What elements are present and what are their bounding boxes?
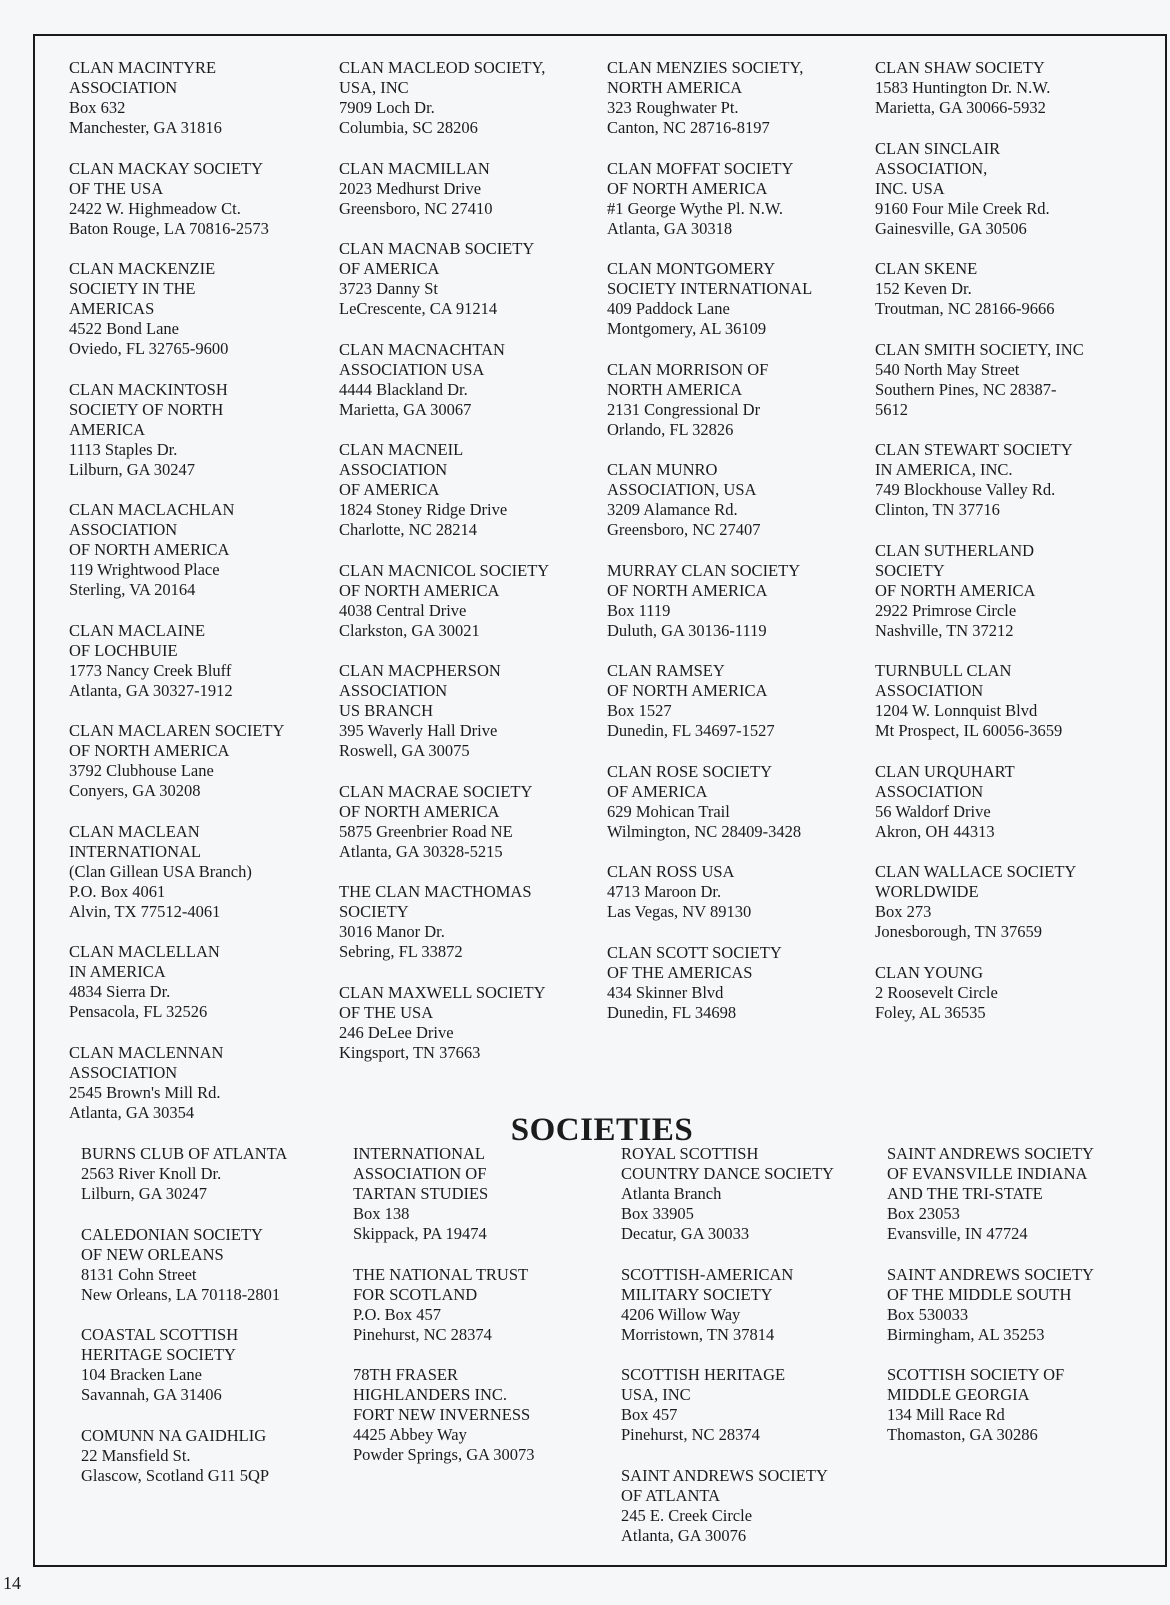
society-entry <box>887 1265 1155 1345</box>
address-line: Thomaston, GA 30286 <box>887 1425 1038 1444</box>
clan-entry <box>69 942 337 1022</box>
address-line: Box 1119 <box>607 600 671 620</box>
address-line: Box 457 <box>621 1405 678 1424</box>
address-line: MURRAY CLAN SOCIETY <box>607 560 801 580</box>
address-line: ASSOCIATION <box>339 681 448 700</box>
address-line: OF NORTH AMERICA <box>69 540 230 559</box>
society-entry <box>621 1466 889 1546</box>
address-line: 4713 Maroon Dr. <box>607 882 722 901</box>
address-line: CLAN YOUNG <box>875 962 984 982</box>
society-entry <box>81 1225 349 1305</box>
address-line: 2 Roosevelt Circle <box>875 982 998 1002</box>
address-line: Pinehurst, NC 28374 <box>621 1425 760 1444</box>
clan-entry <box>339 882 607 962</box>
address-line: CALEDONIAN SOCIETY <box>81 1224 263 1244</box>
address-line: 4425 Abbey Way <box>353 1425 467 1444</box>
address-line: ASSOCIATION <box>69 520 178 539</box>
address-line: CLAN MACKAY SOCIETY <box>69 158 264 178</box>
address-line: OF NORTH AMERICA <box>875 580 1036 600</box>
address-line: OF NORTH AMERICA <box>339 580 500 600</box>
address-line: 2563 River Knoll Dr. <box>81 1164 222 1183</box>
address-line: SOCIETY <box>875 560 945 580</box>
address-line: INTERNATIONAL <box>69 841 201 861</box>
address-line: Dunedin, FL 34697-1527 <box>607 721 775 740</box>
address-line: Savannah, GA 31406 <box>81 1385 222 1404</box>
clan-entry <box>607 661 875 741</box>
address-line: AND THE TRI-STATE <box>887 1184 1043 1203</box>
address-line: Roswell, GA 30075 <box>339 741 470 760</box>
address-line: 9160 Four Mile Creek Rd. <box>875 198 1050 218</box>
address-line: ASSOCIATION <box>69 78 178 97</box>
clan-entry <box>875 259 1143 319</box>
address-line: THE CLAN MACTHOMAS <box>339 882 532 901</box>
address-line: Columbia, SC 28206 <box>339 118 478 137</box>
clan-column <box>875 58 1143 1043</box>
address-line: NORTH AMERICA <box>607 78 743 97</box>
address-line: 540 North May Street <box>875 359 1020 379</box>
address-line: 4206 Willow Way <box>621 1304 741 1324</box>
clan-entry <box>69 259 337 359</box>
society-column <box>81 1144 349 1506</box>
address-line: OF THE USA <box>69 178 164 198</box>
address-line: INTERNATIONAL <box>353 1144 485 1163</box>
address-line: ASSOCIATION <box>875 781 984 801</box>
address-line: Powder Springs, GA 30073 <box>353 1445 535 1464</box>
address-line: SCOTTISH-AMERICAN <box>621 1264 794 1284</box>
address-line: 2023 Medhurst Drive <box>339 178 482 198</box>
address-line: AMERICA <box>69 419 146 439</box>
address-line: 5612 <box>875 399 908 419</box>
address-line: Atlanta, GA 30328-5215 <box>339 841 503 861</box>
clan-entry <box>69 58 337 138</box>
clan-entry <box>875 139 1143 239</box>
address-line: COUNTRY DANCE SOCIETY <box>621 1164 834 1183</box>
clan-entry <box>875 661 1143 741</box>
address-line: CLAN MUNRO <box>607 460 718 479</box>
address-line: CLAN SMITH SOCIETY, INC <box>875 339 1084 359</box>
address-line: OF THE AMERICAS <box>607 962 753 982</box>
address-line: 7909 Loch Dr. <box>339 98 435 117</box>
clan-entry <box>875 862 1143 942</box>
address-line: CLAN MACNACHTAN <box>339 339 505 359</box>
address-line: SAINT ANDREWS SOCIETY <box>621 1465 828 1485</box>
address-line: INC. USA <box>875 178 945 198</box>
address-line: OF AMERICA <box>339 480 440 499</box>
address-line: 1824 Stoney Ridge Drive <box>339 500 508 519</box>
address-line: CLAN SINCLAIR <box>875 138 1001 158</box>
society-entry <box>81 1144 349 1204</box>
address-line: Atlanta, GA 30354 <box>69 1102 195 1122</box>
clan-entry <box>607 159 875 239</box>
address-line: (Clan Gillean USA Branch) <box>69 861 252 881</box>
address-line: 434 Skinner Blvd <box>607 982 724 1002</box>
address-line: 4444 Blackland Dr. <box>339 379 468 399</box>
clan-entry <box>69 380 337 480</box>
address-line: CLAN MENZIES SOCIETY, <box>607 58 804 77</box>
address-line: WORLDWIDE <box>875 882 979 901</box>
address-line: CLAN MAXWELL SOCIETY <box>339 982 546 1002</box>
clan-column <box>607 58 875 1043</box>
address-line: Clarkston, GA 30021 <box>339 620 480 640</box>
address-line: Skippack, PA 19474 <box>353 1224 487 1243</box>
address-line: CLAN MACNAB SOCIETY <box>339 239 535 258</box>
address-line: 4522 Bond Lane <box>69 319 179 338</box>
address-line: OF NEW ORLEANS <box>81 1244 224 1264</box>
address-line: Box 1527 <box>607 701 672 720</box>
address-line: Greensboro, NC 27410 <box>339 198 493 218</box>
clan-entry <box>875 58 1143 118</box>
address-line: Oviedo, FL 32765-9600 <box>69 339 229 358</box>
clan-entry <box>607 259 875 339</box>
address-line: 749 Blockhouse Valley Rd. <box>875 480 1056 499</box>
address-line: CLAN MACLEOD SOCIETY, <box>339 58 546 77</box>
address-line: AMERICAS <box>69 299 155 318</box>
address-line: COMUNN NA GAIDHLIG <box>81 1425 267 1445</box>
address-line: 3209 Alamance Rd. <box>607 500 738 519</box>
address-line: CLAN SCOTT SOCIETY <box>607 942 782 962</box>
address-line: SCOTTISH HERITAGE <box>621 1365 786 1384</box>
clan-entry <box>69 621 337 701</box>
address-line: Conyers, GA 30208 <box>69 781 201 800</box>
clan-entry <box>607 943 875 1023</box>
society-entry <box>621 1365 889 1445</box>
clan-entry <box>875 541 1143 641</box>
address-line: Decatur, GA 30033 <box>621 1224 750 1243</box>
clan-entry <box>607 58 875 138</box>
clan-column <box>339 58 607 1083</box>
address-line: 1773 Nancy Creek Bluff <box>69 660 232 680</box>
clan-entry <box>875 762 1143 842</box>
address-line: Marietta, GA 30066-5932 <box>875 98 1046 117</box>
address-line: USA, INC <box>339 78 409 97</box>
address-line: COASTAL SCOTTISH <box>81 1325 239 1344</box>
address-line: SOCIETY <box>339 902 409 921</box>
address-line: CLAN MOFFAT SOCIETY <box>607 158 794 178</box>
address-line: Dunedin, FL 34698 <box>607 1002 737 1022</box>
address-line: Akron, OH 44313 <box>875 821 995 841</box>
address-line: SCOTTISH SOCIETY OF <box>887 1365 1065 1384</box>
address-line: Lilburn, GA 30247 <box>81 1184 208 1203</box>
clan-entry <box>607 862 875 922</box>
address-line: CLAN ROSE SOCIETY <box>607 761 773 781</box>
address-line: TARTAN STUDIES <box>353 1184 489 1203</box>
address-line: CLAN STEWART SOCIETY <box>875 440 1073 459</box>
address-line: Jonesborough, TN 37659 <box>875 922 1042 941</box>
address-line: Kingsport, TN 37663 <box>339 1042 481 1062</box>
address-line: CLAN RAMSEY <box>607 661 725 680</box>
address-line: 1204 W. Lonnquist Blvd <box>875 701 1038 720</box>
clan-entry <box>607 460 875 540</box>
address-line: CLAN ROSS USA <box>607 862 735 881</box>
address-line: ASSOCIATION OF <box>353 1164 487 1183</box>
address-line: OF EVANSVILLE INDIANA <box>887 1164 1088 1183</box>
address-line: Troutman, NC 28166-9666 <box>875 299 1055 318</box>
clan-entry <box>339 239 607 319</box>
address-line: 245 E. Creek Circle <box>621 1505 753 1525</box>
address-line: OF NORTH AMERICA <box>607 178 768 198</box>
clan-column <box>69 58 337 1143</box>
clan-entry <box>69 1043 337 1123</box>
society-entry <box>887 1365 1155 1445</box>
address-line: ASSOCIATION <box>875 681 984 700</box>
address-line: FOR SCOTLAND <box>353 1284 478 1304</box>
address-line: Box 33905 <box>621 1204 694 1223</box>
address-line: OF NORTH AMERICA <box>69 741 230 760</box>
clan-entry <box>339 440 607 540</box>
page-number: 14 <box>3 1573 21 1593</box>
address-line: FORT NEW INVERNESS <box>353 1405 531 1424</box>
address-line: OF NORTH AMERICA <box>339 801 500 821</box>
address-line: ASSOCIATION, USA <box>607 480 757 499</box>
address-line: Canton, NC 28716-8197 <box>607 118 770 137</box>
address-line: OF THE USA <box>339 1002 434 1022</box>
clan-entry <box>339 661 607 761</box>
clan-entry <box>607 561 875 641</box>
address-line: HERITAGE SOCIETY <box>81 1345 236 1364</box>
address-line: 56 Waldorf Drive <box>875 801 991 821</box>
clan-entry <box>875 340 1143 420</box>
address-line: Atlanta, GA 30327-1912 <box>69 680 233 700</box>
address-line: Southern Pines, NC 28387- <box>875 379 1057 399</box>
address-line: Lilburn, GA 30247 <box>69 459 196 479</box>
address-line: 104 Bracken Lane <box>81 1365 202 1384</box>
address-line: 395 Waverly Hall Drive <box>339 721 498 740</box>
address-line: Mt Prospect, IL 60056-3659 <box>875 721 1063 740</box>
clan-entry <box>69 500 337 600</box>
address-line: OF THE MIDDLE SOUTH <box>887 1284 1072 1304</box>
clan-entry <box>339 340 607 420</box>
address-line: CLAN SKENE <box>875 259 978 278</box>
page-frame <box>33 34 1167 1567</box>
clan-entry <box>875 440 1143 520</box>
address-line: CLAN URQUHART <box>875 761 1015 781</box>
address-line: SOCIETY INTERNATIONAL <box>607 279 813 298</box>
address-line: OF AMERICA <box>339 259 440 278</box>
address-line: Box 632 <box>69 98 126 117</box>
clan-entry <box>875 963 1143 1023</box>
clan-entry <box>339 58 607 138</box>
society-entry <box>353 1265 621 1345</box>
address-line: ASSOCIATION USA <box>339 359 485 379</box>
address-line: SOCIETY IN THE <box>69 279 196 298</box>
address-line: Atlanta, GA 30318 <box>607 218 733 238</box>
address-line: NORTH AMERICA <box>607 379 743 399</box>
society-entry <box>81 1325 349 1405</box>
address-line: ASSOCIATION <box>69 1062 178 1082</box>
address-line: Alvin, TX 77512-4061 <box>69 901 221 921</box>
address-line: US BRANCH <box>339 701 433 720</box>
address-line: Montgomery, AL 36109 <box>607 319 767 338</box>
address-line: CLAN MACLENNAN <box>69 1042 224 1062</box>
address-line: ASSOCIATION, <box>875 158 988 178</box>
address-line: OF NORTH AMERICA <box>607 681 768 700</box>
address-line: CLAN MACNEIL <box>339 440 464 459</box>
address-line: P.O. Box 4061 <box>69 881 166 901</box>
address-line: Evansville, IN 47724 <box>887 1224 1028 1243</box>
address-line: TURNBULL CLAN <box>875 661 1012 680</box>
address-line: CLAN MACPHERSON <box>339 661 501 680</box>
address-line: CLAN MACLACHLAN <box>69 500 235 519</box>
clan-entry <box>339 159 607 219</box>
address-line: ASSOCIATION <box>339 460 448 479</box>
address-line: THE NATIONAL TRUST <box>353 1264 529 1284</box>
address-line: 246 DeLee Drive <box>339 1022 454 1042</box>
address-line: 22 Mansfield St. <box>81 1445 191 1465</box>
society-entry <box>353 1365 621 1465</box>
address-line: 8131 Cohn Street <box>81 1264 197 1284</box>
address-line: P.O. Box 457 <box>353 1304 442 1324</box>
address-line: BURNS CLUB OF ATLANTA <box>81 1144 288 1163</box>
address-line: SAINT ANDREWS SOCIETY <box>887 1264 1094 1284</box>
clan-entry <box>339 983 607 1063</box>
address-line: CLAN MACMILLAN <box>339 158 490 178</box>
address-line: Sterling, VA 20164 <box>69 580 196 599</box>
address-line: 134 Mill Race Rd <box>887 1405 1005 1424</box>
address-line: 4834 Sierra Dr. <box>69 982 171 1001</box>
address-line: CLAN SUTHERLAND <box>875 540 1035 560</box>
address-line: OF NORTH AMERICA <box>607 580 768 600</box>
clan-entry <box>69 721 337 801</box>
address-line: 323 Roughwater Pt. <box>607 98 739 117</box>
society-entry <box>621 1144 889 1244</box>
address-line: Birmingham, AL 35253 <box>887 1324 1045 1344</box>
address-line: CLAN MACINTYRE <box>69 58 217 77</box>
clan-entry <box>69 822 337 922</box>
address-line: Glascow, Scotland G11 5QP <box>81 1465 270 1485</box>
clan-entry <box>339 782 607 862</box>
address-line: OF LOCHBUIE <box>69 640 178 660</box>
address-line: MIDDLE GEORGIA <box>887 1385 1030 1404</box>
address-line: 1583 Huntington Dr. N.W. <box>875 78 1051 97</box>
address-line: CLAN MACKINTOSH <box>69 379 228 399</box>
address-line: Atlanta, GA 30076 <box>621 1525 747 1545</box>
address-line: Duluth, GA 30136-1119 <box>607 620 767 640</box>
address-line: CLAN MACRAE SOCIETY <box>339 781 533 801</box>
address-line: 3792 Clubhouse Lane <box>69 761 214 780</box>
address-line: 152 Keven Dr. <box>875 279 972 298</box>
address-line: Sebring, FL 33872 <box>339 942 463 961</box>
address-line: Manchester, GA 31816 <box>69 118 222 137</box>
address-line: CLAN MORRISON OF <box>607 359 769 379</box>
address-line: OF ATLANTA <box>621 1485 721 1505</box>
address-line: Box 23053 <box>887 1204 960 1223</box>
address-line: Box 138 <box>353 1204 410 1223</box>
address-line: 3723 Danny St <box>339 279 438 298</box>
address-line: SAINT ANDREWS SOCIETY <box>887 1144 1094 1163</box>
address-line: SOCIETY OF NORTH <box>69 399 224 419</box>
address-line: 2545 Brown's Mill Rd. <box>69 1082 221 1102</box>
address-line: MILITARY SOCIETY <box>621 1284 773 1304</box>
address-line: 2922 Primrose Circle <box>875 600 1017 620</box>
address-line: HIGHLANDERS INC. <box>353 1385 507 1404</box>
society-column <box>621 1144 889 1566</box>
address-line: Charlotte, NC 28214 <box>339 520 477 539</box>
address-line: Clinton, TN 37716 <box>875 500 1000 519</box>
section-heading: SOCIETIES <box>510 1112 694 1148</box>
address-line: Nashville, TN 37212 <box>875 620 1014 640</box>
address-line: Pinehurst, NC 28374 <box>353 1324 492 1344</box>
address-line: 1113 Staples Dr. <box>69 439 178 459</box>
clan-entry <box>69 159 337 239</box>
society-column <box>353 1144 621 1486</box>
address-line: Gainesville, GA 30506 <box>875 218 1027 238</box>
address-line: Morristown, TN 37814 <box>621 1324 775 1344</box>
address-line: CLAN MONTGOMERY <box>607 259 776 278</box>
address-line: USA, INC <box>621 1385 691 1404</box>
address-line: LeCrescente, CA 91214 <box>339 299 498 318</box>
address-line: 3016 Manor Dr. <box>339 922 445 941</box>
address-line: #1 George Wythe Pl. N.W. <box>607 198 784 218</box>
address-line: 119 Wrightwood Place <box>69 560 220 579</box>
address-line: Greensboro, NC 27407 <box>607 520 761 539</box>
address-line: New Orleans, LA 70118-2801 <box>81 1284 281 1304</box>
address-line: CLAN MACNICOL SOCIETY <box>339 560 550 580</box>
address-line: Pensacola, FL 32526 <box>69 1002 208 1021</box>
address-line: Orlando, FL 32826 <box>607 419 734 439</box>
address-line: CLAN MACLAINE <box>69 620 206 640</box>
society-entry <box>621 1265 889 1345</box>
address-line: Foley, AL 36535 <box>875 1002 986 1022</box>
address-line: Baton Rouge, LA 70816-2573 <box>69 218 269 238</box>
society-entry <box>887 1144 1155 1244</box>
address-line: CLAN MACLELLAN <box>69 942 220 961</box>
address-line: 4038 Central Drive <box>339 600 467 620</box>
address-line: IN AMERICA, INC. <box>875 460 1013 479</box>
address-line: 629 Mohican Trail <box>607 801 730 821</box>
address-line: 409 Paddock Lane <box>607 299 730 318</box>
clan-entry <box>607 360 875 440</box>
address-line: 2422 W. Highmeadow Ct. <box>69 198 241 218</box>
address-line: CLAN MACKENZIE <box>69 259 216 278</box>
address-line: 5875 Greenbrier Road NE <box>339 821 513 841</box>
society-entry <box>81 1426 349 1486</box>
address-line: CLAN MACLAREN SOCIETY <box>69 721 285 740</box>
address-line: CLAN MACLEAN <box>69 821 200 841</box>
address-line: 78TH FRASER <box>353 1365 458 1384</box>
address-line: Wilmington, NC 28409-3428 <box>607 821 802 841</box>
clan-entry <box>607 762 875 842</box>
address-line: ROYAL SCOTTISH <box>621 1144 759 1163</box>
clan-entry <box>339 561 607 641</box>
address-line: 2131 Congressional Dr <box>607 399 761 419</box>
address-line: Marietta, GA 30067 <box>339 399 472 419</box>
address-line: Las Vegas, NV 89130 <box>607 902 752 921</box>
address-line: CLAN WALLACE SOCIETY <box>875 862 1077 881</box>
address-line: CLAN SHAW SOCIETY <box>875 58 1045 77</box>
address-line: Box 530033 <box>887 1304 969 1324</box>
address-line: IN AMERICA <box>69 962 166 981</box>
address-line: Atlanta Branch <box>621 1184 722 1203</box>
address-line: Box 273 <box>875 902 932 921</box>
society-column <box>887 1144 1155 1466</box>
society-entry <box>353 1144 621 1244</box>
address-line: OF AMERICA <box>607 781 708 801</box>
